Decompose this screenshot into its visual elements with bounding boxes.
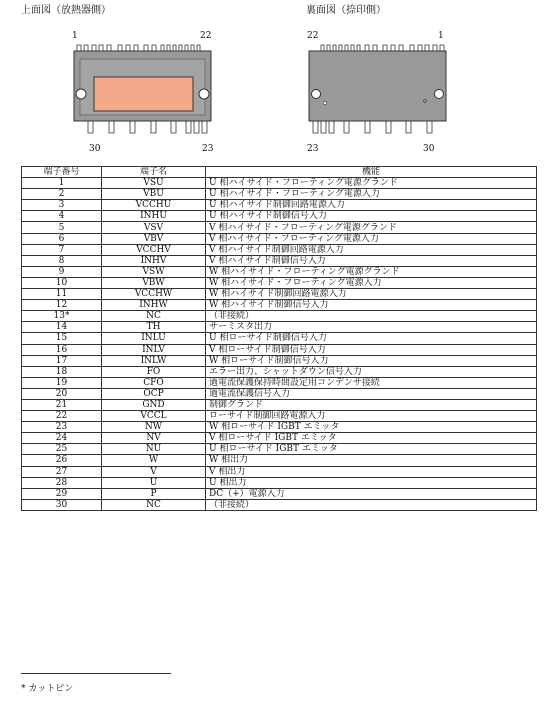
- pin-number-cell: 3: [22, 200, 102, 211]
- pin-name-cell: NC: [102, 311, 206, 322]
- top-pin-label-bl: 30: [89, 144, 101, 154]
- pin-name-cell: VSW: [102, 266, 206, 277]
- table-row: [22, 244, 537, 255]
- table-row: [22, 455, 537, 466]
- pin-number-cell: 20: [22, 388, 102, 399]
- function-cell: （非接続）: [206, 311, 537, 322]
- table-row: [22, 289, 537, 300]
- bottom-mounting-hole-right: [435, 90, 444, 99]
- heatsink-plate: [94, 77, 193, 111]
- function-cell: W 相ローサイド IGBT エミッタ: [206, 422, 537, 433]
- bottom-mounting-hole-left: [312, 90, 321, 99]
- pin-name-cell: TH: [102, 322, 206, 333]
- pin-name-cell: INLU: [102, 333, 206, 344]
- pin-name-cell: GND: [102, 399, 206, 410]
- function-cell: 過電流保護保持時間設定用コンデンサ接続: [206, 377, 537, 388]
- function-cell: 制御グランド: [206, 399, 537, 410]
- pin-number-cell: 14: [22, 322, 102, 333]
- table-header-row: [22, 167, 537, 178]
- header-pin-name: 端子名: [102, 167, 206, 178]
- pin-number-cell: 23: [22, 422, 102, 433]
- bottom-pin-label-tl: 22: [307, 31, 319, 41]
- pin-name-cell: INLW: [102, 355, 206, 366]
- pin-name-cell: U: [102, 477, 206, 488]
- table-row: [22, 189, 537, 200]
- pin-name-cell: VBU: [102, 189, 206, 200]
- function-cell: V 相ハイサイド・フローティング電源グランド: [206, 222, 537, 233]
- table-row: [22, 333, 537, 344]
- pin-number-cell: 28: [22, 477, 102, 488]
- pin-name-cell: VCCHV: [102, 244, 206, 255]
- pin-name-cell: VSV: [102, 222, 206, 233]
- pin-number-cell: 18: [22, 366, 102, 377]
- pin-number-cell: 26: [22, 455, 102, 466]
- pin-name-cell: VCCL: [102, 411, 206, 422]
- function-cell: W 相出力: [206, 455, 537, 466]
- bottom-pin-label-bl: 23: [307, 144, 319, 154]
- function-cell: W 相ハイサイド・フローティング電源グランド: [206, 266, 537, 277]
- pin-name-cell: V: [102, 466, 206, 477]
- pin-name-cell: NV: [102, 433, 206, 444]
- pin-number-cell: 21: [22, 399, 102, 410]
- bottom-view-diagram: [303, 39, 453, 139]
- function-cell: DC（+）電源入力: [206, 488, 537, 499]
- table-row: [22, 322, 537, 333]
- table-row: [22, 233, 537, 244]
- table-row: [22, 422, 537, 433]
- table-row: [22, 200, 537, 211]
- function-cell: U 相ハイサイド・フローティング電源入力: [206, 189, 537, 200]
- pin-name-cell: FO: [102, 366, 206, 377]
- function-cell: （非接続）: [206, 499, 537, 510]
- pin-name-cell: NW: [102, 422, 206, 433]
- pin-number-cell: 7: [22, 244, 102, 255]
- table-row: [22, 311, 537, 322]
- pin-name-cell: W: [102, 455, 206, 466]
- header-function: 機能: [206, 167, 537, 178]
- table-row: [22, 466, 537, 477]
- pin-number-cell: 10: [22, 277, 102, 288]
- header-pin-number: 端子番号: [22, 167, 102, 178]
- pin-number-cell: 13*: [22, 311, 102, 322]
- function-cell: 過電流保護信号入力: [206, 388, 537, 399]
- pin-name-cell: NC: [102, 499, 206, 510]
- top-pin-label-tr: 22: [200, 31, 212, 41]
- function-cell: サーミスタ出力: [206, 322, 537, 333]
- function-cell: V 相ローサイド IGBT エミッタ: [206, 433, 537, 444]
- function-cell: エラー出力、シャットダウン信号入力: [206, 366, 537, 377]
- pin-number-cell: 1: [22, 178, 102, 189]
- pin-name-cell: P: [102, 488, 206, 499]
- footnote-divider: [21, 673, 171, 674]
- table-row: [22, 355, 537, 366]
- pin-number-cell: 12: [22, 300, 102, 311]
- pin-number-cell: 29: [22, 488, 102, 499]
- function-cell: U 相ハイサイド・フローティング電源グランド: [206, 178, 537, 189]
- pin-name-cell: VBW: [102, 277, 206, 288]
- pin-number-cell: 25: [22, 444, 102, 455]
- pin-name-cell: OCP: [102, 388, 206, 399]
- function-cell: V 相ローサイド制御信号入力: [206, 344, 537, 355]
- pin-name-cell: INHV: [102, 255, 206, 266]
- table-row: [22, 277, 537, 288]
- pin-number-cell: 5: [22, 222, 102, 233]
- table-row: [22, 222, 537, 233]
- table-row: [22, 433, 537, 444]
- function-cell: U 相出力: [206, 477, 537, 488]
- pin-number-cell: 15: [22, 333, 102, 344]
- mounting-hole-left: [76, 89, 86, 99]
- function-cell: V 相出力: [206, 466, 537, 477]
- function-cell: W 相ローサイド制御信号入力: [206, 355, 537, 366]
- pin-name-cell: VCCHW: [102, 289, 206, 300]
- top-pins-lower: [88, 121, 207, 133]
- pin-number-cell: 27: [22, 466, 102, 477]
- top-pin-label-br: 23: [202, 144, 214, 154]
- pin-name-cell: INLV: [102, 344, 206, 355]
- table-row: [22, 499, 537, 510]
- pin-function-table: [21, 166, 537, 511]
- top-pin-label-tl: 1: [72, 31, 78, 41]
- bottom-package-body: [309, 51, 446, 121]
- table-row: [22, 399, 537, 410]
- table-row: [22, 266, 537, 277]
- table-row: [22, 211, 537, 222]
- pin-number-cell: 8: [22, 255, 102, 266]
- bottom-pin-label-br: 30: [423, 144, 435, 154]
- function-cell: V 相ハイサイド制御信号入力: [206, 255, 537, 266]
- pin-number-cell: 24: [22, 433, 102, 444]
- function-cell: ローサイド制御回路電源入力: [206, 411, 537, 422]
- function-cell: V 相ハイサイド制御回路電源入力: [206, 244, 537, 255]
- table-row: [22, 178, 537, 189]
- table-row: [22, 477, 537, 488]
- bottom-pin-label-tr: 1: [438, 31, 444, 41]
- pin-name-cell: NU: [102, 444, 206, 455]
- bottom-pins-lower: [313, 121, 432, 133]
- pin-number-cell: 22: [22, 411, 102, 422]
- pin-number-cell: 16: [22, 344, 102, 355]
- function-cell: W 相ハイサイド制御信号入力: [206, 300, 537, 311]
- table-row: [22, 388, 537, 399]
- function-cell: U 相ローサイド IGBT エミッタ: [206, 444, 537, 455]
- pin1-marker-dot: [323, 101, 326, 104]
- pin-number-cell: 19: [22, 377, 102, 388]
- top-view-diagram: [68, 39, 218, 139]
- bottom-view-title: 裏面図（捺印側）: [306, 5, 386, 16]
- pin-name-cell: VBV: [102, 233, 206, 244]
- pin-number-cell: 17: [22, 355, 102, 366]
- function-cell: U 相ハイサイド制御信号入力: [206, 211, 537, 222]
- table-row: [22, 444, 537, 455]
- table-row: [22, 411, 537, 422]
- function-cell: W 相ハイサイド制御回路電源入力: [206, 289, 537, 300]
- pin-name-cell: CFO: [102, 377, 206, 388]
- pin-name-cell: INHU: [102, 211, 206, 222]
- table-row: [22, 344, 537, 355]
- pin-number-cell: 6: [22, 233, 102, 244]
- top-view-title: 上面図（放熱器側）: [21, 5, 111, 16]
- function-cell: U 相ローサイド制御信号入力: [206, 333, 537, 344]
- pin-number-cell: 2: [22, 189, 102, 200]
- table-row: [22, 377, 537, 388]
- pin-number-cell: 11: [22, 289, 102, 300]
- pin-number-cell: 4: [22, 211, 102, 222]
- table-row: [22, 300, 537, 311]
- table-row: [22, 488, 537, 499]
- table-row: [22, 366, 537, 377]
- pin-name-cell: VCCHU: [102, 200, 206, 211]
- table-row: [22, 255, 537, 266]
- pin-number-cell: 9: [22, 266, 102, 277]
- pin-name-cell: INHW: [102, 300, 206, 311]
- function-cell: V 相ハイサイド・フローティング電源入力: [206, 233, 537, 244]
- function-cell: U 相ハイサイド制御回路電源入力: [206, 200, 537, 211]
- footnote: * カットピン: [21, 684, 74, 694]
- function-cell: W 相ハイサイド・フローティング電源入力: [206, 277, 537, 288]
- pin-name-cell: VSU: [102, 178, 206, 189]
- mounting-hole-right: [199, 89, 209, 99]
- pin-number-cell: 30: [22, 499, 102, 510]
